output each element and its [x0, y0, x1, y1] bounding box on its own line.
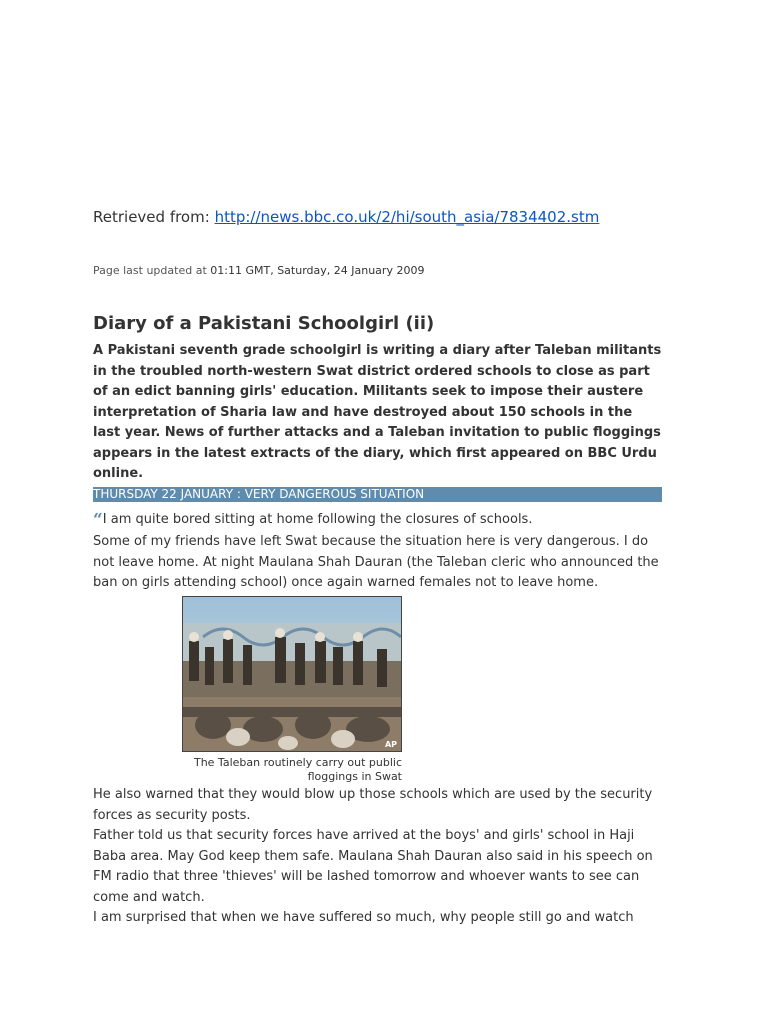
article-figure: [182, 596, 402, 784]
paragraph-1: [93, 510, 663, 531]
paragraph-3: He also warned that they would blow up those schools which are used by the security forces as security posts.: [93, 787, 653, 823]
source-line: [93, 208, 599, 226]
paragraph-1-text: I am quite bored sitting at home following the closures of schools.: [102, 512, 533, 527]
photo-credit: AP: [384, 740, 397, 749]
paragraph-5: I am surprised that when we have suffered so much, why people still go and watch: [93, 910, 634, 925]
last-updated-label: Page last updated at: [93, 264, 207, 277]
photo-caption: The Taleban routinely carry out public floggings in Swat: [193, 756, 402, 783]
source-label: Retrieved from:: [93, 208, 210, 226]
last-updated-value: 01:11 GMT, Saturday, 24 January 2009: [210, 264, 425, 277]
section-heading: THURSDAY 22 JANUARY : VERY DANGEROUS SITUATION: [93, 487, 662, 502]
article-intro: A Pakistani seventh grade schoolgirl is writing a diary after Taleban militants in the troubled north-western Swat district ordered schools to close as part of an edict banning girls' education. Militants seek to impose their austere interpretation of Sharia law and have destroyed about 150 schools in the last year. News of further attacks and a Taleban invitation to public floggings appears in the latest extracts of the diary, which first appeared on BBC Urdu online.: [93, 343, 662, 481]
source-link[interactable]: http://news.bbc.co.uk/2/hi/south_asia/7834402.stm: [214, 208, 600, 226]
last-updated: [93, 264, 424, 277]
article-title: Diary of a Pakistani Schoolgirl (ii): [93, 313, 435, 334]
paragraph-4: Father told us that security forces have arrived at the boys' and girls' school in Haji Baba area. May God keep them safe. Maulana Shah Dauran also said in his speech on FM radio that three 'thieves' will be lashed tomorrow and whoever wants to see can come and watch.: [93, 828, 653, 905]
paragraph-2: Some of my friends have left Swat because the situation here is very dangerous. I do not leave home. At night Maulana Shah Dauran (the Taleban cleric who announced the ban on girls attending school) once again warned females not to leave home.: [93, 534, 659, 590]
quote-icon: “: [93, 510, 103, 530]
flogging-crowd-photo: [182, 596, 402, 752]
